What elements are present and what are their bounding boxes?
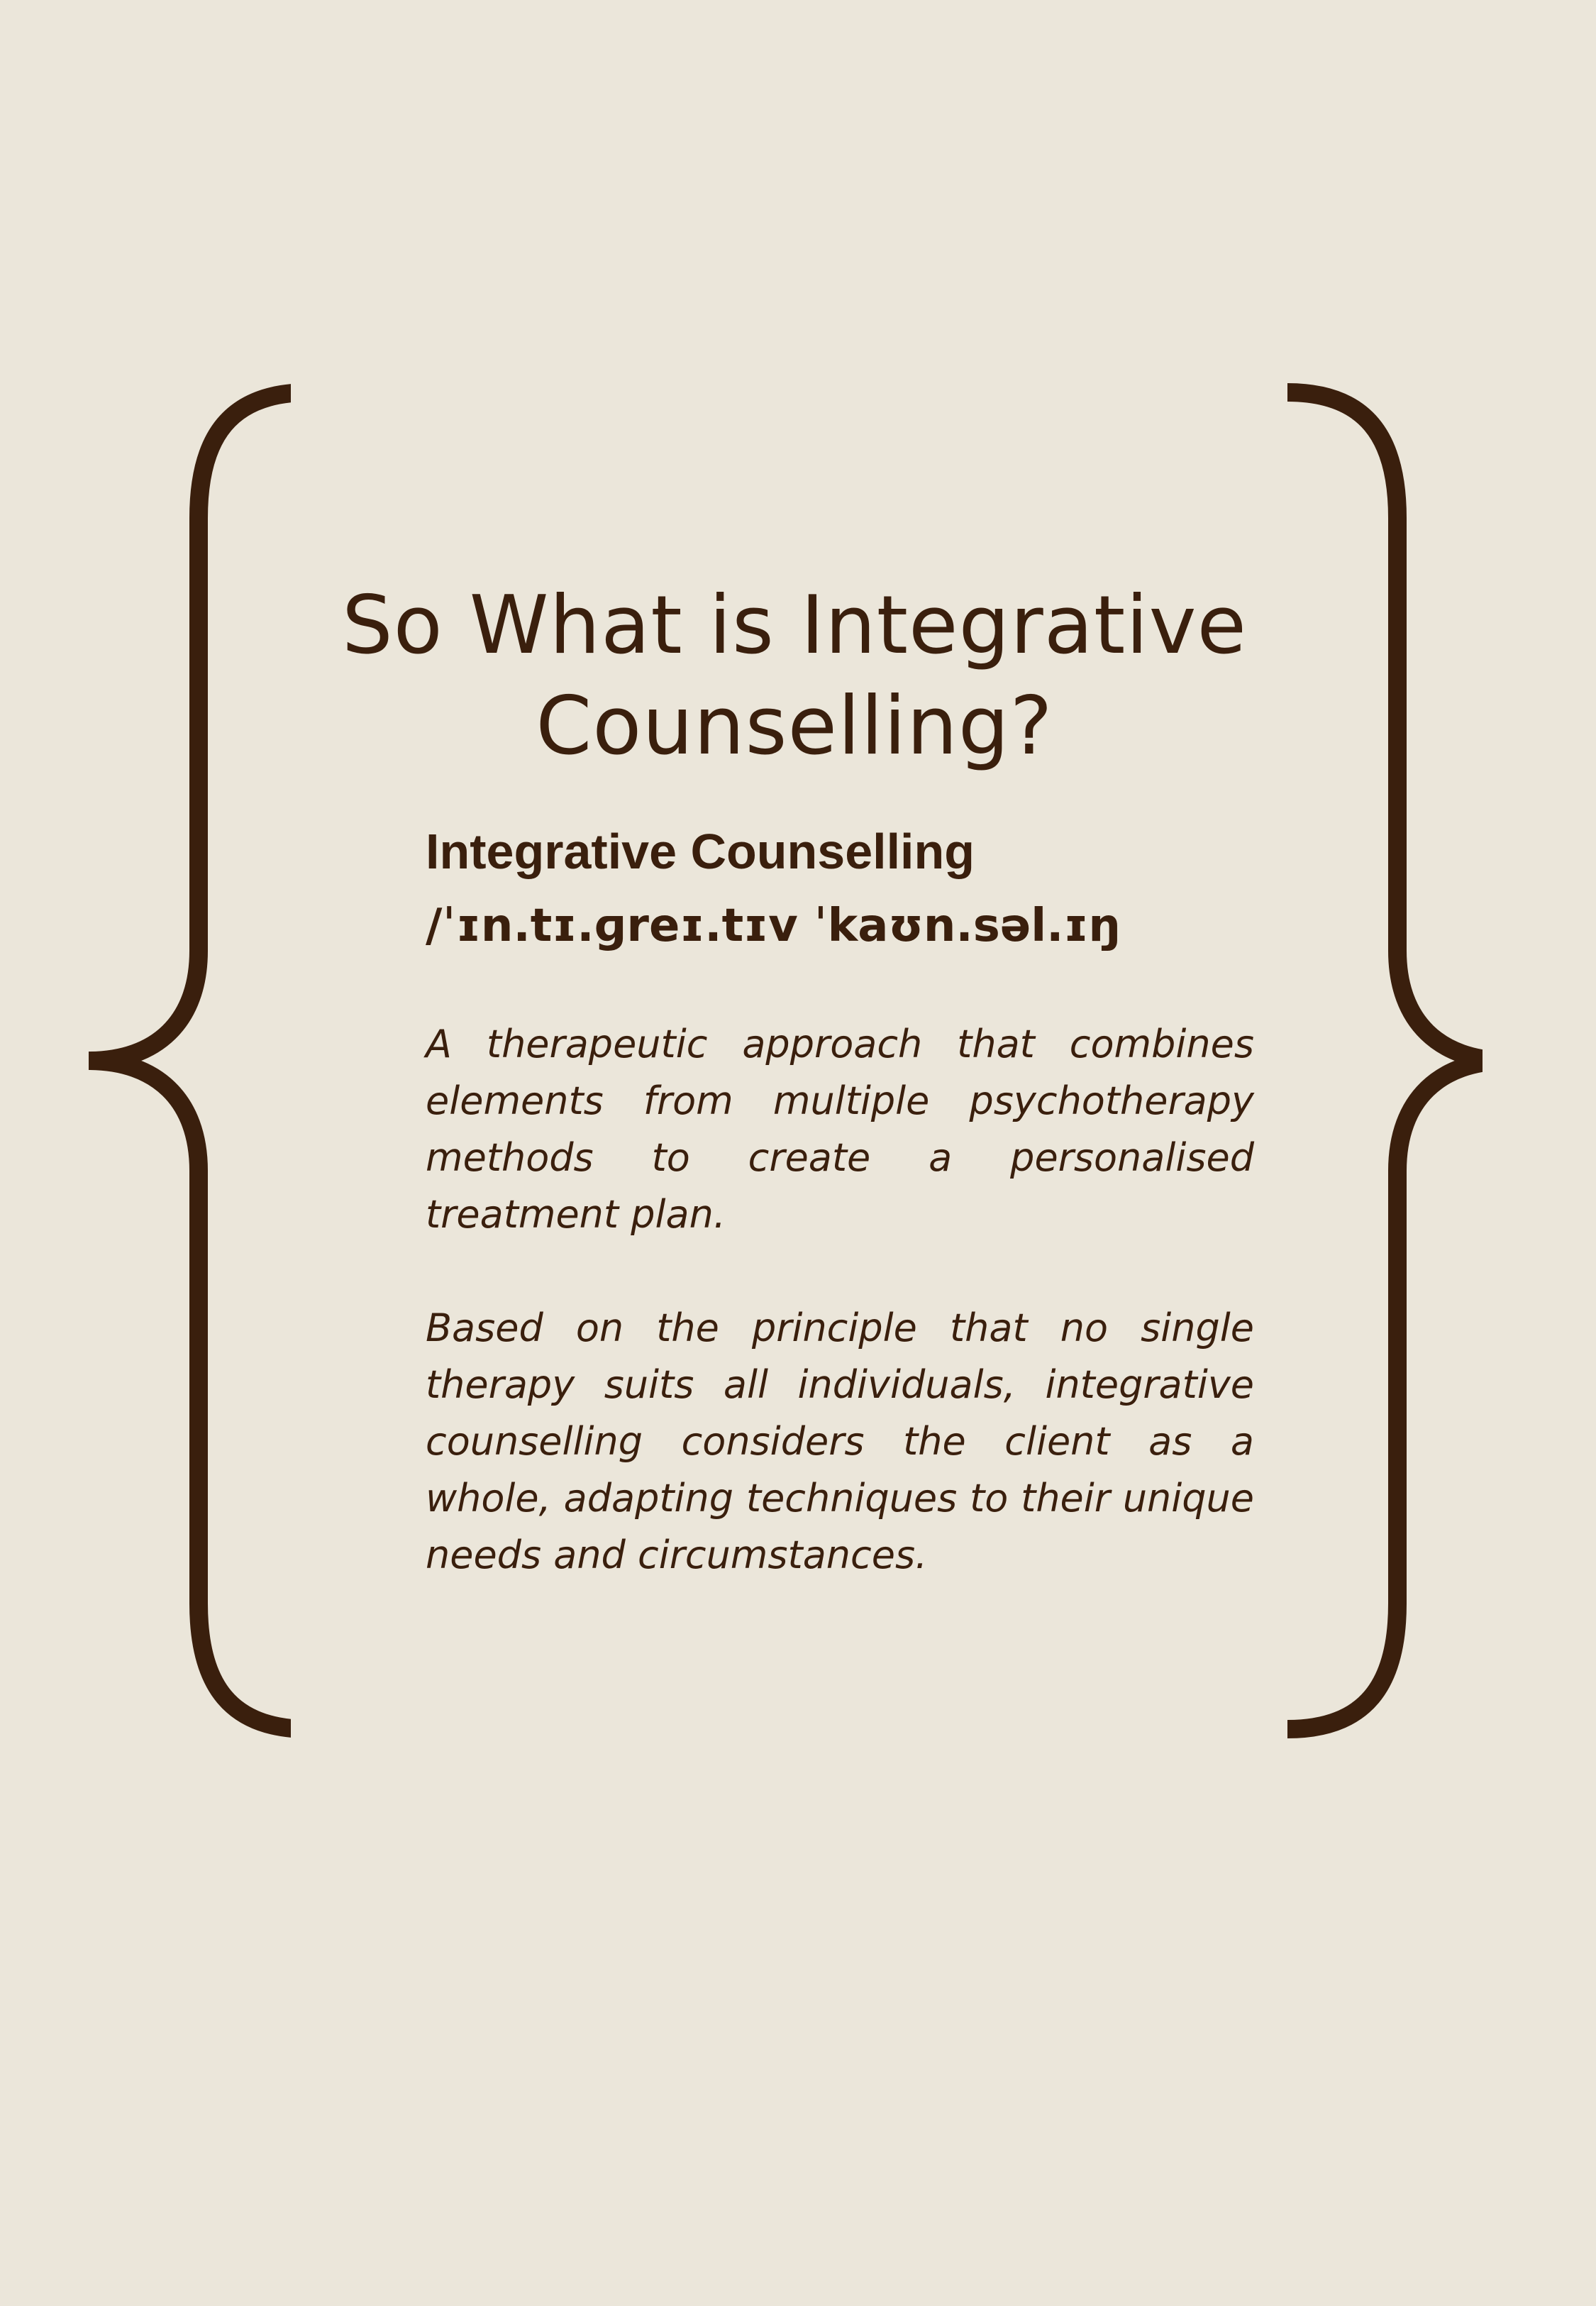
term-heading-block xyxy=(426,816,1256,965)
definition-paragraph-2: Based on the principle that no single therapy suits all individuals, integrative counselling considers the client as a whole, adapting techniques to their unique needs and circumstances. xyxy=(426,1306,1254,1577)
definition-paragraph-1: A therapeutic approach that combines elements from multiple psychotherapy methods to create a personalised treatment plan. xyxy=(426,1022,1254,1237)
title-line-1: So What is Integrative xyxy=(341,578,1248,672)
term-pronunciation: /ˈɪn.tɪ.ɡreɪ.tɪv ˈkaʊn.səl.ɪŋ xyxy=(426,900,1121,952)
page-title xyxy=(284,575,1305,776)
title-line-2: Counselling? xyxy=(536,679,1053,773)
left-curly-brace-icon xyxy=(78,383,291,1760)
term-name: Integrative Counselling xyxy=(426,824,975,879)
